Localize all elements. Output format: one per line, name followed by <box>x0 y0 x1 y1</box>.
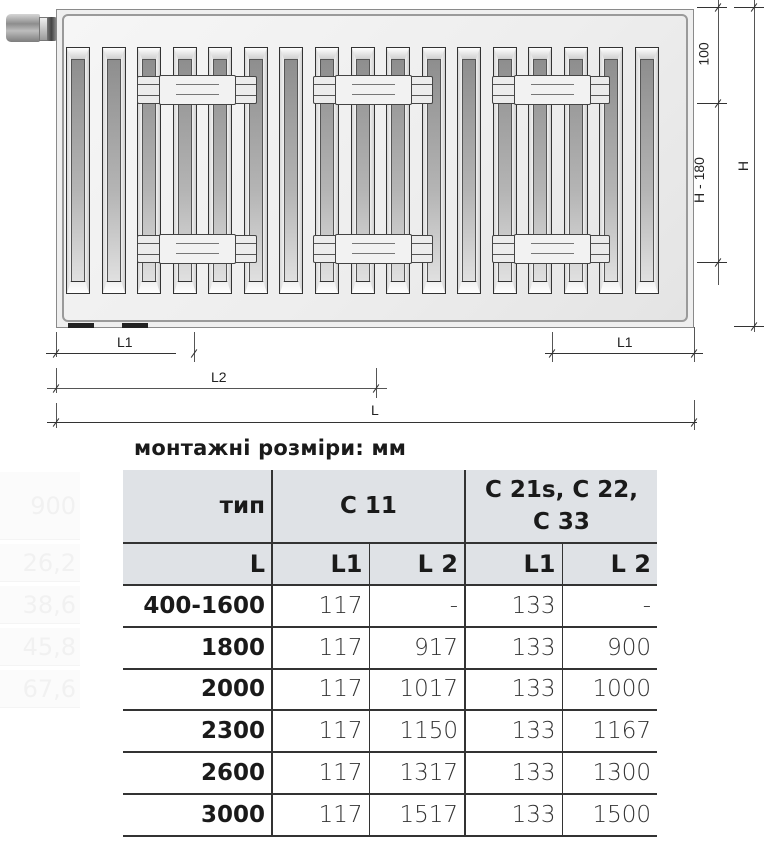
cell-c2x-l2: 1500 <box>562 794 657 836</box>
dim-line-l1-left <box>46 353 176 354</box>
ghost-cell: 26,2 <box>0 544 80 582</box>
cell-length: 400-1600 <box>123 585 272 627</box>
cell-c11-l2: 1017 <box>369 669 465 711</box>
cell-c11-l1: 117 <box>272 669 369 711</box>
cell-c2x-l2: 1000 <box>562 669 657 711</box>
table-header-row <box>123 470 657 543</box>
ghost-cell: 67,6 <box>0 670 80 708</box>
connection-foot <box>122 323 148 328</box>
cell-length: 2600 <box>123 752 272 794</box>
table-row <box>123 794 657 836</box>
cell-c11-l2: 1517 <box>369 794 465 836</box>
table-row <box>123 627 657 669</box>
mounting-bracket <box>313 235 433 263</box>
cell-c11-l2: - <box>369 585 465 627</box>
cell-c2x-l1: 133 <box>465 710 562 752</box>
connection-foot <box>68 323 94 328</box>
table-subheader-row <box>123 543 657 585</box>
convector-channel <box>66 47 90 294</box>
dim-line-l1-right <box>545 353 703 354</box>
table-row <box>123 752 657 794</box>
cell-c2x-l1: 133 <box>465 794 562 836</box>
header-group-c11: C 11 <box>272 470 465 543</box>
dim-label-h-180: H - 180 <box>690 157 707 203</box>
cell-c2x-l1: 133 <box>465 585 562 627</box>
cell-length: 1800 <box>123 627 272 669</box>
cell-c11-l1: 117 <box>272 710 369 752</box>
header-c2x-l1: L1 <box>465 543 562 585</box>
dim-ext <box>697 262 727 263</box>
header-length: L <box>123 543 272 585</box>
dim-ext <box>697 7 727 8</box>
cell-c2x-l2: 1167 <box>562 710 657 752</box>
cell-c2x-l1: 133 <box>465 752 562 794</box>
convector-channel <box>635 47 659 294</box>
dim-line-vertical <box>718 0 719 285</box>
mounting-bracket <box>492 76 610 104</box>
cell-c2x-l2: 1300 <box>562 752 657 794</box>
cell-c11-l1: 117 <box>272 585 369 627</box>
header-group2-line2: C 33 <box>533 509 590 535</box>
convector-channel <box>102 47 126 294</box>
dim-label-l1-right: L1 <box>617 334 633 350</box>
cell-c11-l1: 117 <box>272 752 369 794</box>
dim-ext <box>697 103 727 104</box>
header-type-label: тип <box>123 470 272 543</box>
dim-line-l <box>47 422 697 423</box>
cell-c2x-l2: - <box>562 585 657 627</box>
cell-c11-l2: 917 <box>369 627 465 669</box>
cell-c2x-l2: 900 <box>562 627 657 669</box>
dim-label-l1-left: L1 <box>117 334 133 350</box>
cell-c2x-l1: 133 <box>465 669 562 711</box>
dim-ext <box>734 7 764 8</box>
ghost-cell: 45,8 <box>0 628 80 666</box>
ghost-cell: 38,6 <box>0 586 80 624</box>
cell-c11-l1: 117 <box>272 627 369 669</box>
cell-c11-l2: 1150 <box>369 710 465 752</box>
mounting-bracket <box>137 235 257 263</box>
table-title: монтажні розміри: мм <box>134 436 407 460</box>
header-c11-l1: L1 <box>272 543 369 585</box>
dim-label-100: 100 <box>695 42 712 66</box>
mounting-bracket <box>313 76 433 104</box>
cell-c2x-l1: 133 <box>465 627 562 669</box>
header-c2x-l2: L 2 <box>562 543 657 585</box>
cell-length: 3000 <box>123 794 272 836</box>
mounting-dimensions-table <box>123 470 657 837</box>
dim-label-h: H <box>735 160 752 172</box>
dim-label-l2: L2 <box>211 369 227 385</box>
mounting-bracket <box>492 235 610 263</box>
cell-c11-l1: 117 <box>272 794 369 836</box>
ghost-cell: 900 <box>0 472 80 540</box>
header-group-c21-c22-c33 <box>465 470 657 543</box>
thermostatic-valve-icon <box>6 14 40 42</box>
convector-channel <box>457 47 481 294</box>
dim-line-l2 <box>47 388 387 389</box>
cell-length: 2300 <box>123 710 272 752</box>
table-row <box>123 710 657 752</box>
cell-length: 2000 <box>123 669 272 711</box>
dim-line-vertical <box>754 0 755 332</box>
mounting-bracket <box>137 76 257 104</box>
valve-nut <box>47 17 56 41</box>
table-row <box>123 669 657 711</box>
dim-label-l: L <box>371 402 379 418</box>
cell-c11-l2: 1317 <box>369 752 465 794</box>
dim-ext <box>734 326 764 327</box>
table-row <box>123 585 657 627</box>
header-group2-line1: C 21s, C 22, <box>485 477 638 503</box>
convector-channel <box>279 47 303 294</box>
header-c11-l2: L 2 <box>369 543 465 585</box>
